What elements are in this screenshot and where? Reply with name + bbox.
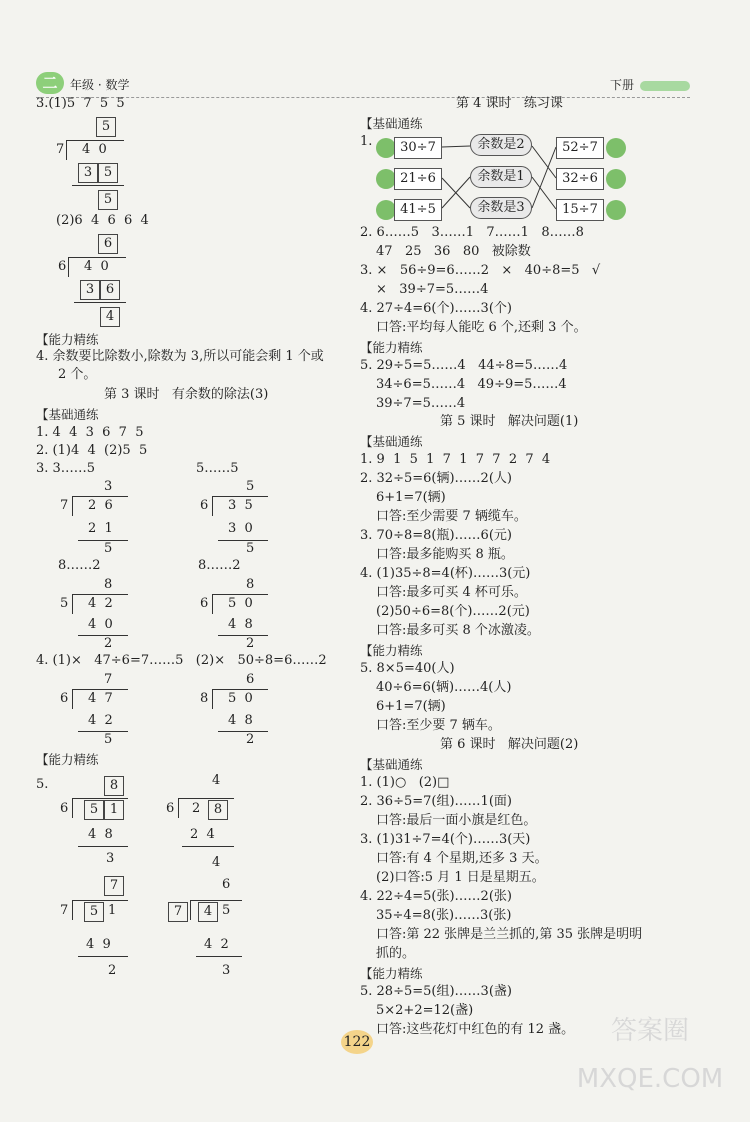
- section-label: 【能力精练: [36, 752, 99, 767]
- expression-tag: 21÷6: [394, 168, 442, 190]
- division-line: [78, 635, 128, 636]
- answer-line: 5×2+2=12(盏): [376, 1003, 474, 1018]
- answer-line: 5……5: [196, 461, 239, 476]
- divisor: 7: [60, 903, 69, 918]
- division-bracket: [72, 689, 73, 709]
- answer-line: (2)口答:5 月 1 日是星期五。: [376, 870, 545, 885]
- product: 4 2: [88, 713, 113, 728]
- answer-line: 4. 27÷4=6(个)……3(个): [360, 301, 512, 316]
- grade-badge: 二: [36, 72, 64, 94]
- answer-box: 3: [80, 280, 100, 300]
- header-volume-label: 下册: [609, 78, 634, 92]
- division-line: [78, 956, 128, 957]
- product: 4 8: [88, 827, 113, 842]
- answer-line: 口答:最多可买 8 个冰激凌。: [376, 623, 540, 638]
- answer-box: 3: [78, 163, 98, 183]
- remainder-oval: 余数是3: [470, 197, 532, 219]
- dividend: 3 5: [228, 498, 253, 513]
- stars-icon: [640, 81, 690, 91]
- answer-line: 口答:最多能购买 8 瓶。: [376, 547, 514, 562]
- answer-line: 3. 3……5: [36, 461, 96, 476]
- answer-line: 40÷6=6(辆)……4(人): [376, 680, 512, 695]
- division-bar: [72, 900, 128, 901]
- answer-line: 4. (1)× 47÷6=7……5 (2)× 50÷8=6……2: [36, 653, 327, 668]
- answer-box: 5: [98, 190, 118, 210]
- product: 4 2: [204, 937, 229, 952]
- answer-line: 2. 36÷5=7(组)……1(面): [360, 794, 512, 809]
- division-bracket: [190, 900, 191, 920]
- answer-line: 5. 28÷5=5(组)……3(盏): [360, 984, 512, 999]
- division-line: [72, 185, 124, 186]
- divisor: 5: [60, 596, 69, 611]
- remainder: 5: [104, 732, 113, 747]
- answer-box: 5: [84, 800, 104, 820]
- remainder: 2: [108, 963, 117, 978]
- frog-icon: [606, 169, 626, 189]
- watermark: [570, 1007, 730, 1107]
- division-line: [74, 302, 126, 303]
- expression-tag: 30÷7: [394, 137, 442, 159]
- answer-line: 1.: [360, 134, 373, 149]
- division-bracket: [212, 496, 213, 516]
- division-line: [218, 731, 268, 732]
- division-line: [218, 635, 268, 636]
- remainder: 3: [106, 851, 115, 866]
- answer-line: × 39÷7=5……4: [376, 282, 489, 297]
- division-bracket: [68, 257, 69, 277]
- answer-line: 6+1=7(辆): [376, 490, 446, 505]
- answer-line: 1. 4 4 3 6 7 5: [36, 425, 144, 440]
- lesson-title: 第 5 课时 解决问题(1): [440, 414, 579, 429]
- product: 2 4: [190, 827, 215, 842]
- product: 3 0: [228, 521, 253, 536]
- remainder: 5: [104, 541, 113, 556]
- dividend: 2: [192, 801, 201, 816]
- answer-line: 5. 29÷5=5……4 44÷8=5……4: [360, 358, 568, 373]
- divisor: 6: [200, 498, 209, 513]
- dividend: 4 0: [82, 142, 107, 157]
- answer-box: 4: [198, 902, 218, 922]
- lesson-title: 第 4 课时 练习课: [456, 96, 563, 111]
- answer-line: (2)50÷6=8(个)……2(元): [376, 604, 530, 619]
- answer-box: 5: [84, 902, 104, 922]
- answer-box: 8: [208, 800, 228, 820]
- watermark-text: 答案圈: [610, 1016, 689, 1046]
- answer-line: 口答:最多可买 4 杯可乐。: [376, 585, 527, 600]
- answer-line: 3. × 56÷9=6……2 × 40÷8=5 √: [360, 263, 601, 278]
- quotient: 7: [104, 672, 113, 687]
- page-header: [36, 75, 690, 98]
- answer-box: 6: [100, 280, 120, 300]
- quotient: 6: [246, 672, 255, 687]
- lesson-title: 第 3 课时 有余数的除法(3): [104, 387, 269, 402]
- division-line: [78, 731, 128, 732]
- division-bracket: [66, 140, 67, 160]
- remainder: 2: [104, 636, 113, 651]
- answer-line: 34÷6=5……4 49÷9=5……4: [376, 377, 567, 392]
- frog-icon: [606, 200, 626, 220]
- expression-tag: 32÷6: [556, 168, 604, 190]
- answer-line: 8……2: [198, 558, 241, 573]
- header-subject: 年级 · 数学: [70, 78, 130, 92]
- divisor: 6: [200, 596, 209, 611]
- answer-line: 3. 70÷8=8(瓶)……6(元): [360, 528, 512, 543]
- divisor: 7: [56, 142, 65, 157]
- division-bracket: [72, 900, 73, 920]
- dividend: 2 6: [88, 498, 113, 513]
- quotient: 5: [246, 479, 255, 494]
- divisor: 6: [166, 801, 175, 816]
- remainder: 3: [222, 963, 231, 978]
- section-label: 【能力精练: [360, 643, 423, 658]
- answer-box: 5: [96, 117, 116, 137]
- dividend: 4 2: [88, 596, 113, 611]
- division-line: [218, 540, 268, 541]
- quotient: 8: [246, 577, 255, 592]
- answer-line: 2. 32÷5=6(辆)……2(人): [360, 471, 512, 486]
- remainder: 5: [246, 541, 255, 556]
- answer-box: 7: [168, 902, 188, 922]
- quotient: 3: [104, 479, 113, 494]
- frog-icon: [606, 138, 626, 158]
- answer-box: 5: [98, 163, 118, 183]
- frog-icon: [376, 200, 396, 220]
- dividend: 5 0: [228, 596, 253, 611]
- answer-line: 2. (1)4 4 (2)5 5: [36, 443, 148, 458]
- division-line: [182, 846, 234, 847]
- answer-line: 2. 6……5 3……1 7……1 8……8: [360, 225, 584, 240]
- expression-tag: 52÷7: [556, 137, 604, 159]
- division-bar: [72, 798, 128, 799]
- remainder: 2: [246, 732, 255, 747]
- product: 4 0: [88, 617, 113, 632]
- section-label: 【基础通练: [360, 434, 423, 449]
- answer-box: 1: [104, 800, 124, 820]
- expression-tag: 41÷5: [394, 199, 442, 221]
- quotient: 8: [104, 577, 113, 592]
- answer-line: 5.: [36, 777, 49, 792]
- answer-line: 口答:最后一面小旗是红色。: [376, 813, 537, 828]
- answer-line: 3. (1)31÷7=4(个)……3(天): [360, 832, 531, 847]
- answer-line: 4. 余数要比除数小,除数为 3,所以可能会剩 1 个或: [36, 349, 324, 364]
- answer-box: 8: [104, 776, 124, 796]
- quotient: 4: [212, 773, 221, 788]
- product: 2 1: [88, 521, 113, 536]
- section-label: 【基础通练: [360, 757, 423, 772]
- division-bracket: [178, 798, 179, 818]
- answer-line: 口答:这些花灯中红色的有 12 盏。: [376, 1022, 575, 1037]
- watermark-url: MXQE.COM: [576, 1064, 724, 1094]
- dividend: 5 0: [228, 691, 253, 706]
- answer-line: 口答:第 22 张牌是兰兰抓的,第 35 张牌是明明: [376, 927, 643, 942]
- section-label: 【能力精练: [36, 332, 99, 347]
- divisor: 7: [60, 498, 69, 513]
- dividend: 4 0: [84, 259, 109, 274]
- lesson-title: 第 6 课时 解决问题(2): [440, 737, 579, 752]
- division-bracket: [72, 496, 73, 516]
- divisor: 6: [60, 801, 69, 816]
- remainder-oval: 余数是2: [470, 134, 532, 156]
- section-label: 【基础通练: [36, 407, 99, 422]
- quotient: 6: [222, 877, 231, 892]
- divisor: 6: [58, 259, 67, 274]
- answer-line: 3.(1)5 7 5 5: [36, 96, 125, 111]
- answer-line: 口答:平均每人能吃 6 个,还剩 3 个。: [376, 320, 587, 335]
- frog-icon: [376, 138, 396, 158]
- division-bracket: [72, 798, 73, 818]
- remainder: 4: [212, 855, 221, 870]
- answer-line: 6+1=7(辆): [376, 699, 446, 714]
- section-label: 【基础通练: [360, 116, 423, 131]
- answer-line: 4. 22÷4=5(张)……2(张): [360, 889, 512, 904]
- answer-line: 8……2: [58, 558, 101, 573]
- frog-icon: [376, 169, 396, 189]
- answer-line: 1. (1)○ (2)□: [360, 775, 450, 790]
- division-bracket: [212, 594, 213, 614]
- answer-box: 4: [100, 307, 120, 327]
- product: 4 9: [86, 937, 111, 952]
- answer-line: 47 25 36 80 被除数: [376, 244, 531, 259]
- answer-line: 35÷4=8(张)……3(张): [376, 908, 512, 923]
- answer-line: 1. 9 1 5 1 7 1 7 7 2 7 4: [360, 452, 551, 467]
- division-bracket: [72, 594, 73, 614]
- answer-line: 口答:至少要 7 辆车。: [376, 718, 501, 733]
- answer-line: 口答:至少需要 7 辆缆车。: [376, 509, 527, 524]
- dividend: 1: [108, 903, 117, 918]
- division-bar: [190, 900, 242, 901]
- header-volume: [610, 76, 690, 93]
- answer-box: 7: [104, 876, 124, 896]
- dividend: 4 7: [88, 691, 113, 706]
- division-bar: [178, 798, 234, 799]
- answer-line: 5. 8×5=40(人): [360, 661, 455, 676]
- page-number: 122: [341, 1030, 373, 1054]
- division-line: [78, 846, 128, 847]
- division-line: [78, 540, 128, 541]
- answer-line: 39÷7=5……4: [376, 396, 466, 411]
- answer-line: 抓的。: [376, 946, 416, 961]
- divisor: 6: [60, 691, 69, 706]
- answer-line: 2 个。: [58, 367, 97, 382]
- section-label: 【能力精练: [360, 966, 423, 981]
- dividend: 5: [222, 903, 231, 918]
- division-line: [196, 956, 242, 957]
- answer-box: 6: [98, 234, 118, 254]
- answer-line: (2)6 4 6 6 4: [56, 213, 149, 228]
- answer-line: 口答:有 4 个星期,还多 3 天。: [376, 851, 548, 866]
- product: 4 8: [228, 617, 253, 632]
- section-label: 【能力精练: [360, 340, 423, 355]
- remainder-oval: 余数是1: [470, 166, 532, 188]
- remainder: 2: [246, 636, 255, 651]
- divisor: 8: [200, 691, 209, 706]
- expression-tag: 15÷7: [556, 199, 604, 221]
- product: 4 8: [228, 713, 253, 728]
- answer-line: 4. (1)35÷8=4(杯)……3(元): [360, 566, 531, 581]
- division-bracket: [212, 689, 213, 709]
